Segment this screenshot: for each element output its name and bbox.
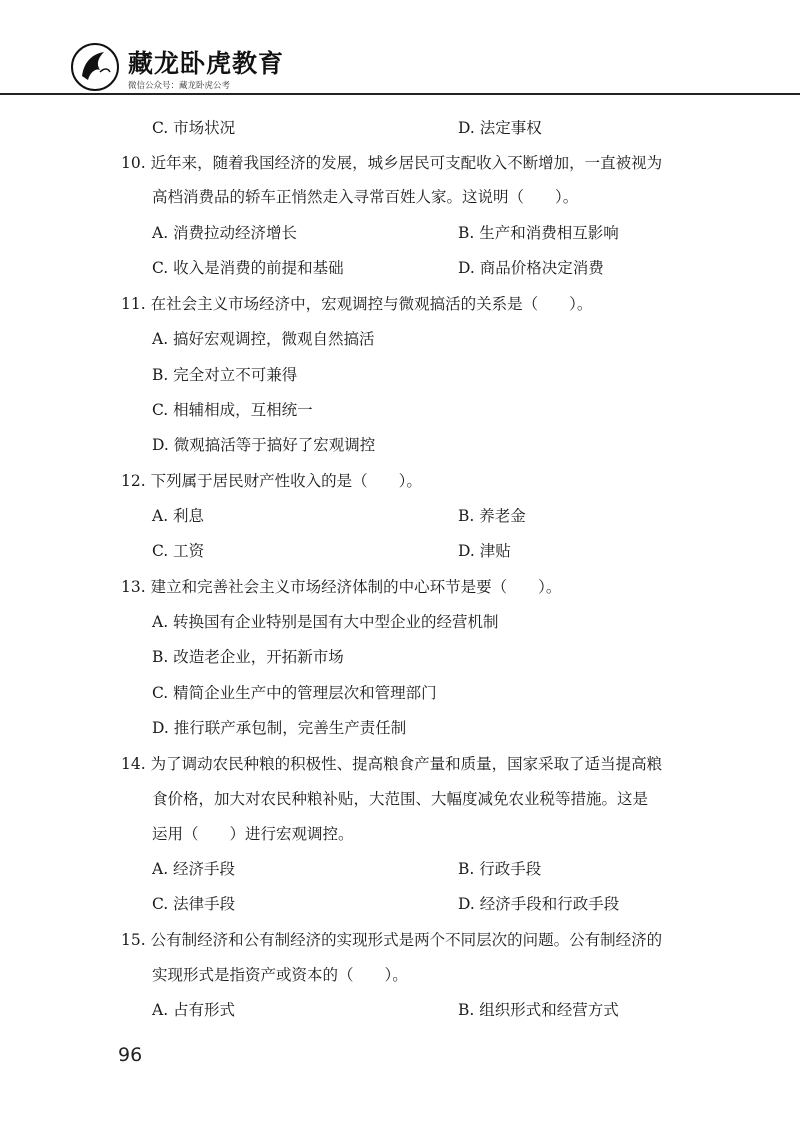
question-13-option-b: B. 改造老企业，开拓新市场 <box>152 648 344 666</box>
option-d: D. 法定事权 <box>458 119 542 137</box>
option-c: C. 市场状况 <box>152 119 236 137</box>
question-13-stem: 13. 建立和完善社会主义市场经济体制的中心环节是要（ ）。 <box>121 578 562 596</box>
question-14-option-b: B. 行政手段 <box>458 860 542 878</box>
question-12-option-a: A. 利息 <box>152 507 205 525</box>
question-14-option-c: C. 法律手段 <box>152 895 236 913</box>
question-11-stem: 11. 在社会主义市场经济中，宏观调控与微观搞活的关系是（ ）。 <box>121 295 593 313</box>
question-14-stem: 14. 为了调动农民种粮的积极性、提高粮食产量和质量，国家采取了适当提高粮 <box>121 755 663 773</box>
question-15-stem-cont: 实现形式是指资产或资本的（ ）。 <box>152 966 408 984</box>
question-11-option-b: B. 完全对立不可兼得 <box>152 366 298 384</box>
question-10-option-c: C. 收入是消费的前提和基础 <box>152 259 344 277</box>
question-15-stem: 15. 公有制经济和公有制经济的实现形式是两个不同层次的问题。公有制经济的 <box>121 931 663 949</box>
question-14-option-d: D. 经济手段和行政手段 <box>458 895 620 913</box>
page-header <box>0 0 800 100</box>
question-15-option-b: B. 组织形式和经营方式 <box>458 1001 619 1019</box>
question-13-option-a: A. 转换国有企业特别是国有大中型企业的经营机制 <box>152 613 499 631</box>
brand-name: 藏龙卧虎教育 <box>128 49 285 78</box>
question-11-option-c: C. 相辅相成，互相统一 <box>152 401 313 419</box>
question-14-stem-cont: 食价格，加大对农民种粮补贴，大范围、大幅度减免农业税等措施。这是 <box>152 790 649 808</box>
brand-subtitle: 微信公众号：藏龙卧虎公考 <box>128 81 231 91</box>
question-10-stem: 10. 近年来，随着我国经济的发展，城乡居民可支配收入不断增加，一直被视为 <box>121 154 663 172</box>
question-12-option-c: C. 工资 <box>152 542 205 560</box>
question-10-option-a: A. 消费拉动经济增长 <box>152 224 298 242</box>
question-10-option-d: D. 商品价格决定消费 <box>458 259 604 277</box>
question-12-option-b: B. 养老金 <box>458 507 526 525</box>
question-12-option-d: D. 津贴 <box>458 542 511 560</box>
question-14-stem-cont: 运用（ ）进行宏观调控。 <box>152 825 354 843</box>
question-15-option-a: A. 占有形式 <box>152 1001 236 1019</box>
question-11-option-d: D. 微观搞活等于搞好了宏观调控 <box>152 436 376 454</box>
question-14-option-a: A. 经济手段 <box>152 860 236 878</box>
question-13-option-c: C. 精简企业生产中的管理层次和管理部门 <box>152 684 437 702</box>
header-divider <box>0 93 800 95</box>
question-13-option-d: D. 推行联产承包制，完善生产责任制 <box>152 719 407 737</box>
question-11-option-a: A. 搞好宏观调控，微观自然搞活 <box>152 330 375 348</box>
question-10-option-b: B. 生产和消费相互影响 <box>458 224 619 242</box>
dragon-logo-icon <box>70 42 120 92</box>
page-number: 96 <box>118 1044 143 1066</box>
question-12-stem: 12. 下列属于居民财产性收入的是（ ）。 <box>121 472 422 490</box>
question-10-stem-cont: 高档消费品的轿车正悄然走入寻常百姓人家。这说明（ ）。 <box>152 188 579 206</box>
